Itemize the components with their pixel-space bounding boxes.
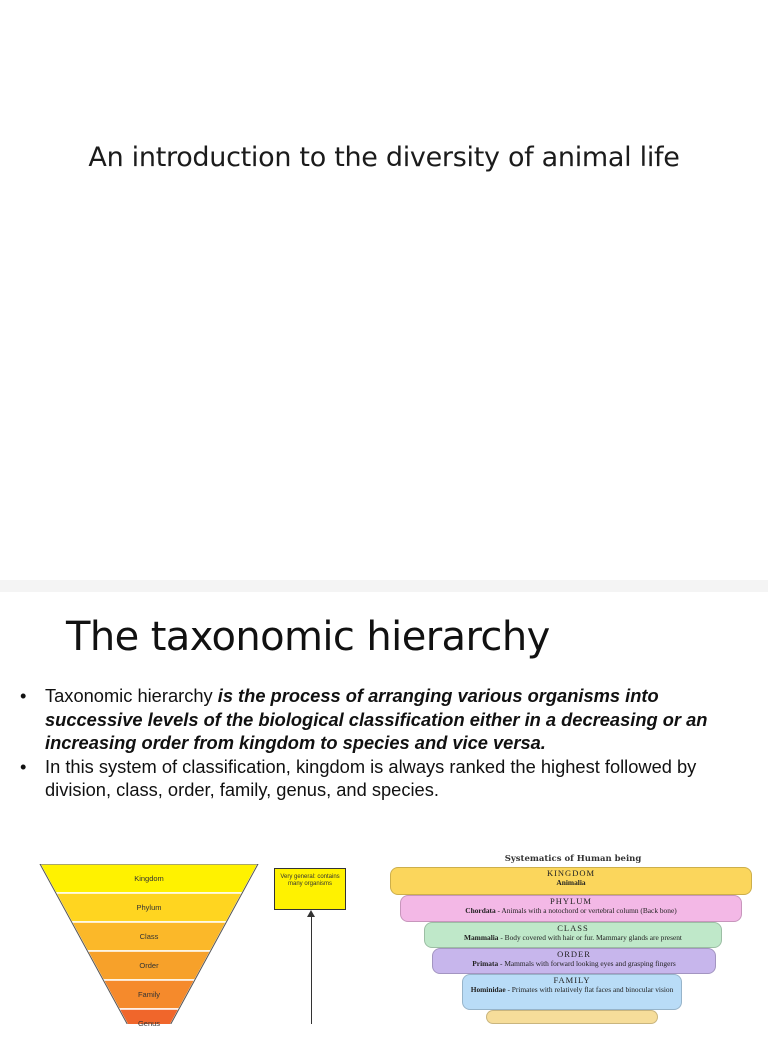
slide-taxonomic-hierarchy [0, 592, 768, 1028]
funnel-label-kingdom: Kingdom [134, 874, 164, 883]
band-desc: - Mammals with forward looking eyes and grasping fingers [498, 959, 676, 968]
bullet-dot: • [20, 755, 27, 777]
bullet-dot: • [20, 685, 27, 706]
band-name: Primata [472, 959, 499, 968]
band-rank: FAMILY [553, 975, 591, 985]
band-name: Hominidae [470, 985, 506, 994]
band-rank: CLASS [557, 923, 589, 933]
bullet-emphasis: is the process of arranging various organisms into successive levels of the biological classification either in a decreasing or an increasing order from kingdom to species and vice versa. [45, 685, 708, 753]
taxonomy-funnel-diagram [38, 864, 368, 1028]
funnel-label-family: Family [137, 990, 161, 999]
band-rank: KINGDOM [546, 868, 596, 878]
band-kingdom [390, 867, 752, 895]
funnel-label-order: Order [139, 961, 159, 970]
side-note-text: Very general: contains many organisms [280, 874, 340, 887]
systematics-title: Systematics of Human being [504, 854, 642, 864]
bullet-text: Taxonomic hierarchy [45, 685, 218, 706]
bullet-item [20, 755, 740, 802]
band-desc: - Animals with a notochord or vertebral column (Back bone) [495, 906, 677, 915]
band-rank: PHYLUM [550, 896, 592, 906]
slide-heading: The taxonomic hierarchy [66, 614, 550, 660]
systematics-diagram [388, 854, 758, 1024]
funnel-label-class: Class [139, 932, 159, 941]
slide-divider [0, 580, 768, 592]
band-desc: - Body covered with hair or fur. Mammary glands are present [498, 933, 682, 942]
band-desc: - Primates with relatively flat faces and binocular vision [505, 985, 674, 994]
band-name: Chordata [465, 906, 496, 915]
bullet-item [20, 684, 740, 755]
band-name: Animalia [556, 878, 586, 887]
band-genus-partial [486, 1010, 658, 1024]
bullet-text: In this system of classification, kingdom is always ranked the highest followed by division, class, order, family, genus, and species. [45, 755, 697, 800]
band-rank: ORDER [557, 949, 591, 959]
band-family [462, 974, 682, 1010]
arrow-line [311, 914, 312, 1024]
slide-title: An introduction to the diversity of animal life [88, 142, 680, 173]
band-name: Mammalia [464, 933, 499, 942]
side-note-box [274, 868, 346, 910]
funnel-label-phylum: Phylum [136, 903, 162, 912]
band-class [424, 922, 722, 948]
bullet-list [20, 684, 740, 802]
band-order [432, 948, 716, 974]
band-phylum [400, 895, 742, 922]
funnel-label-genus: Genus [137, 1019, 161, 1028]
